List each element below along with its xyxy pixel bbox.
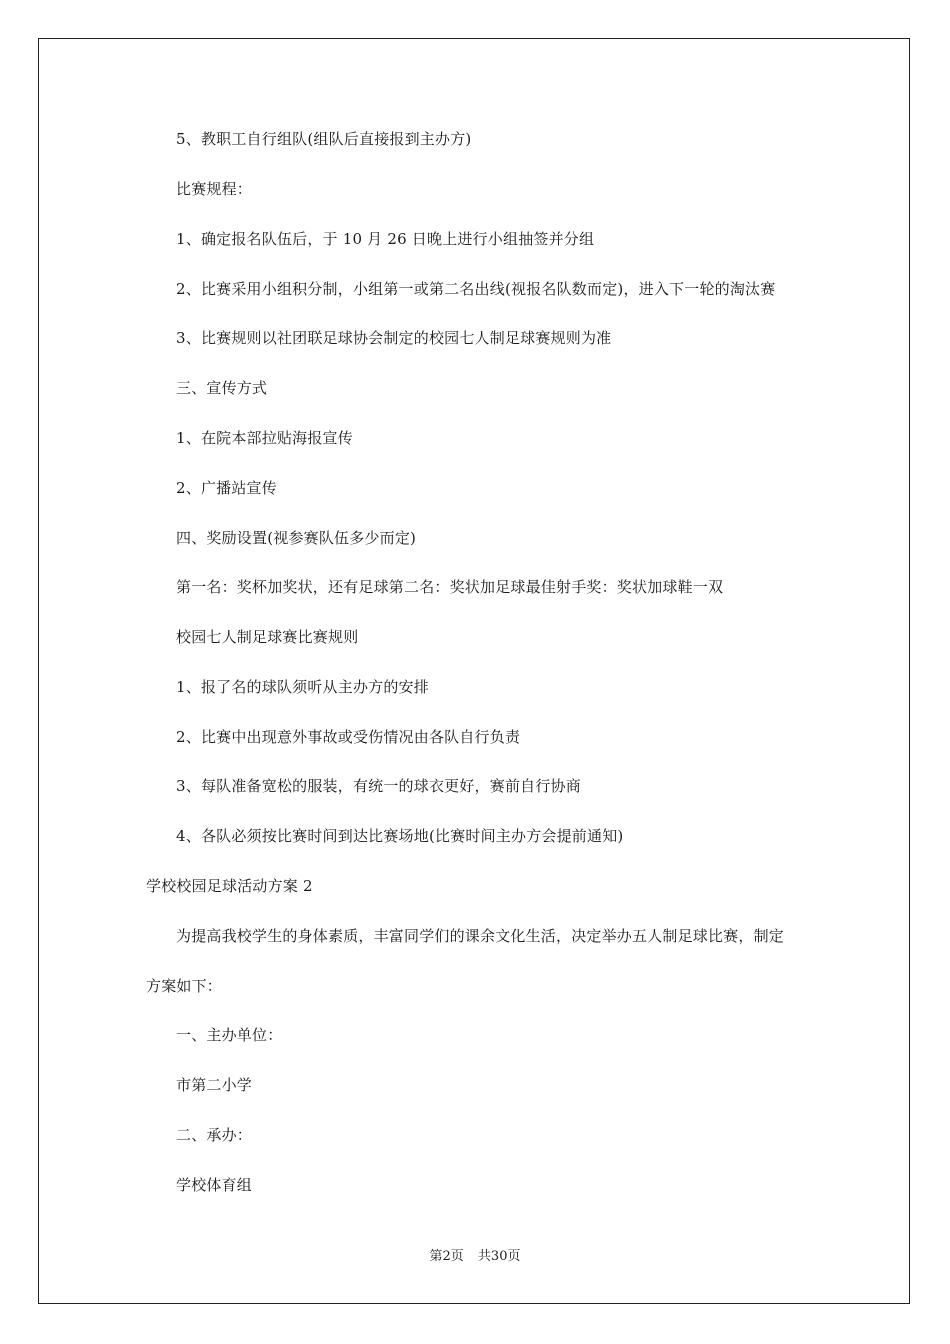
subheading-seven-a-side-rules: 校园七人制足球赛比赛规则	[176, 628, 359, 646]
text-line-rule-1: 1、确定报名队伍后，于 10 月 26 日晚上进行小组抽签并分组	[176, 230, 595, 248]
text-line-awards-detail: 第一名：奖杯加奖状，还有足球第二名：奖状加足球最佳射手奖：奖状加球鞋一双	[176, 578, 724, 596]
text-line-promotion-1: 1、在院本部拉贴海报宣传	[176, 429, 353, 447]
page-footer-page-number: 第2页 共30页	[429, 1249, 521, 1264]
section-heading-promotion: 三、宣传方式	[176, 379, 268, 397]
text-line-host-name: 学校体育组	[176, 1176, 253, 1194]
section-heading-awards: 四、奖励设置(视参赛队伍多少而定)	[176, 529, 417, 547]
section-heading-organizer: 一、主办单位：	[176, 1026, 283, 1044]
text-line-promotion-2: 2、广播站宣传	[176, 479, 277, 497]
section-title-plan-2: 学校校园足球活动方案 2	[146, 877, 313, 895]
text-line-match-rule-1: 1、报了名的球队须听从主办方的安排	[176, 678, 429, 696]
text-line-match-rule-3: 3、每队准备宽松的服装，有统一的球衣更好，赛前自行协商	[176, 777, 581, 795]
section-heading-host: 二、承办：	[176, 1126, 253, 1144]
text-line-rule-3: 3、比赛规则以社团联足球协会制定的校园七人制足球赛规则为准	[176, 329, 612, 347]
page-frame	[38, 38, 910, 1304]
paragraph-intro-start: 为提高我校学生的身体素质，丰富同学们的课余文化生活，决定举办五人制足球比赛，制定	[176, 927, 785, 945]
text-line-rules-heading: 比赛规程：	[176, 180, 253, 198]
text-line-organizer-name: 市第二小学	[176, 1076, 253, 1094]
paragraph-intro-end: 方案如下：	[146, 977, 223, 995]
text-line-team-registration: 5、教职工自行组队(组队后直接报到主办方)	[176, 130, 472, 148]
text-line-match-rule-4: 4、各队必须按比赛时间到达比赛场地(比赛时间主办方会提前通知)	[176, 827, 624, 845]
text-line-match-rule-2: 2、比赛中出现意外事故或受伤情况由各队自行负责	[176, 728, 521, 746]
text-line-rule-2: 2、比赛采用小组积分制，小组第一或第二名出线(视报名队数而定)，进入下一轮的淘汰赛	[176, 280, 776, 298]
